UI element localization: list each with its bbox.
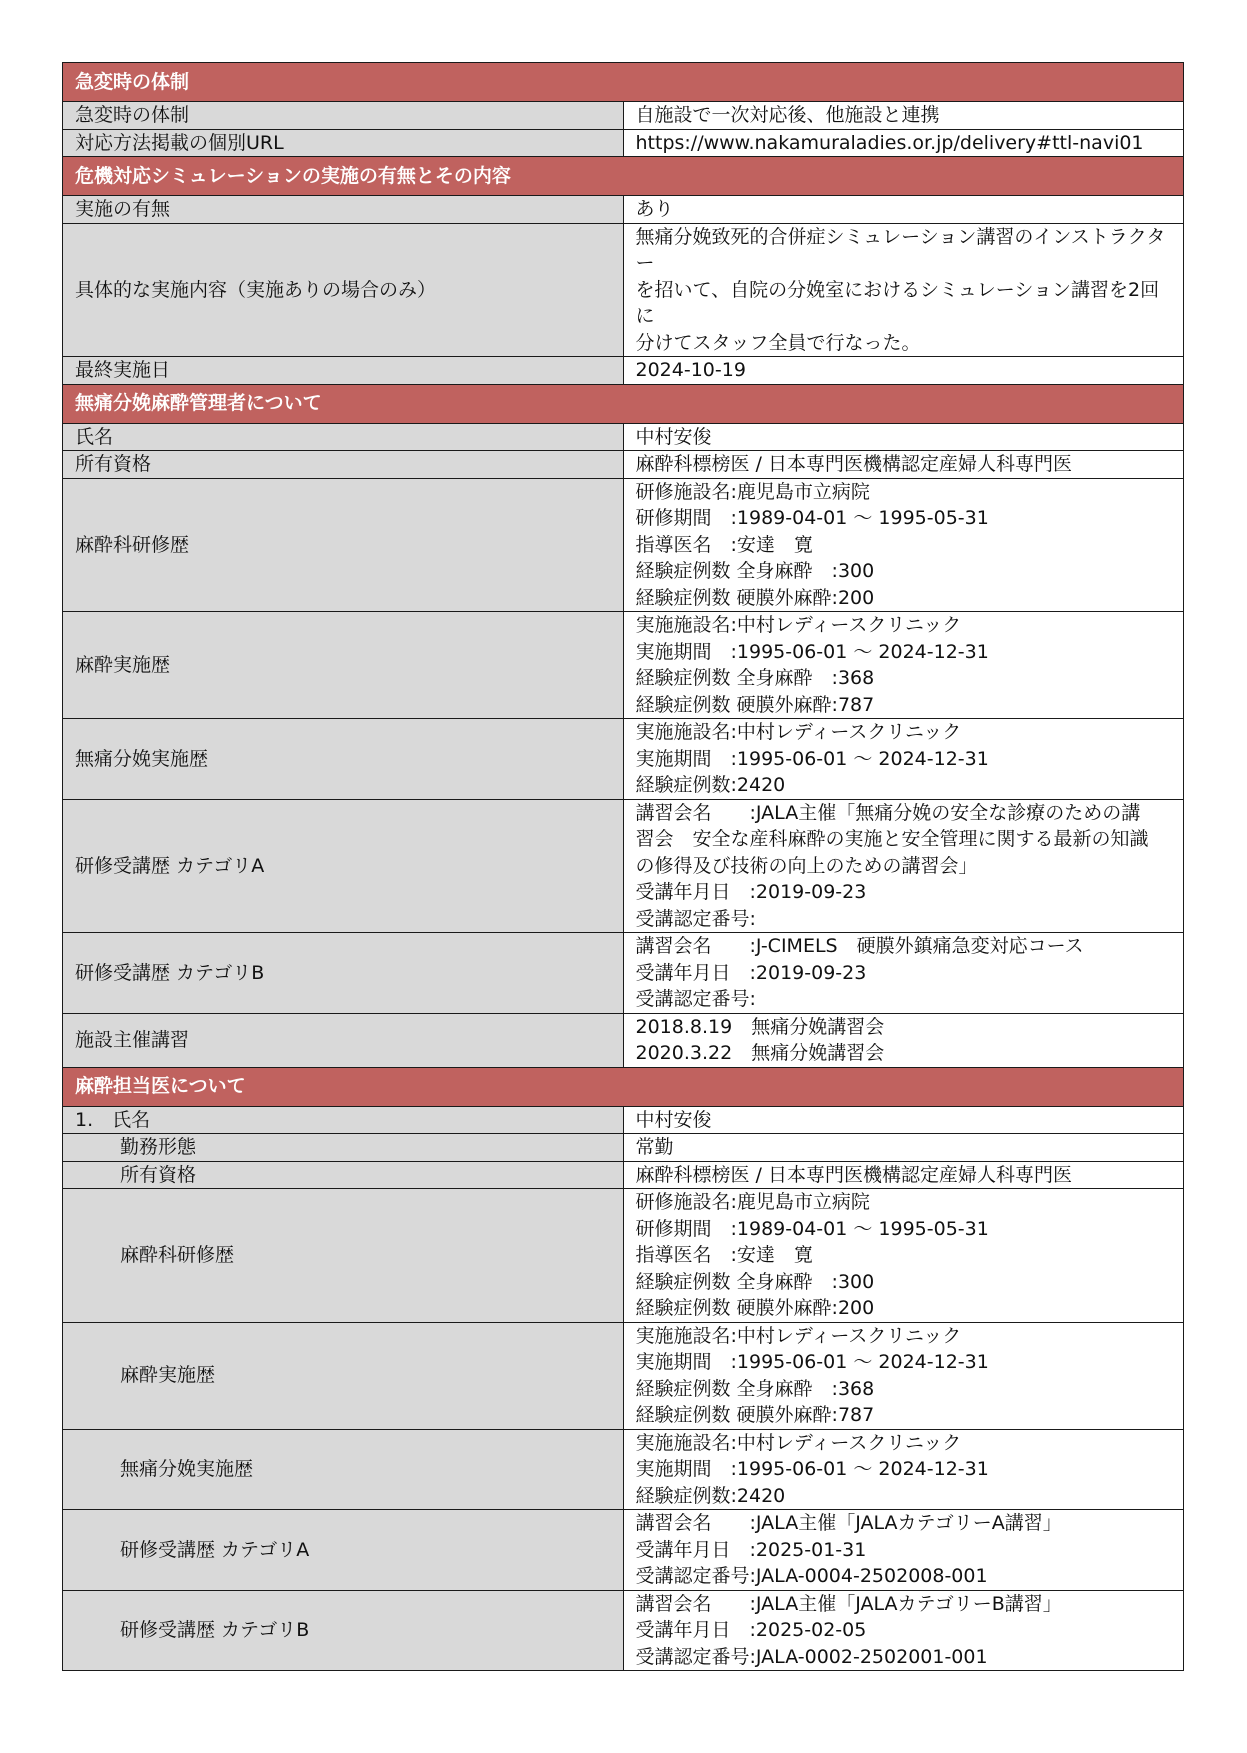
- row-value: 講習会名 :JALA主催「JALAカテゴリーB講習」 受講年月日 :2025-02-05 受講認定番号:JALA-0002-2502001-001: [623, 1590, 1184, 1671]
- row-label: 最終実施日: [63, 357, 624, 385]
- row-value: 実施施設名:中村レディースクリニック 実施期間 :1995-06-01 ～ 2024-12-31 経験症例数 全身麻酔 :368 経験症例数 硬膜外麻酔:787: [623, 1322, 1184, 1429]
- table-row: [63, 451, 1184, 479]
- row-value: 常勤: [623, 1134, 1184, 1162]
- row-label: 施設主催講習: [63, 1013, 624, 1067]
- row-label-cell: [63, 1590, 624, 1671]
- row-value: 実施施設名:中村レディースクリニック 実施期間 :1995-06-01 ～ 2024-12-31 経験症例数:2420: [623, 1429, 1184, 1510]
- row-label: 勤務形態: [120, 1136, 197, 1158]
- section-header-row: [63, 157, 1184, 196]
- row-label: 対応方法掲載の個別URL: [63, 129, 624, 157]
- row-value: 2018.8.19 無痛分娩講習会 2020.3.22 無痛分娩講習会: [623, 1013, 1184, 1067]
- row-value: 実施施設名:中村レディースクリニック 実施期間 :1995-06-01 ～ 2024-12-31 経験症例数:2420: [623, 719, 1184, 800]
- row-label: 無痛分娩実施歴: [63, 719, 624, 800]
- section-title-simulation: 危機対応シミュレーションの実施の有無とその内容: [63, 157, 1184, 196]
- row-value: 2024-10-19: [623, 357, 1184, 385]
- row-label: 無痛分娩実施歴: [120, 1458, 254, 1480]
- row-value: 中村安俊: [623, 1106, 1184, 1134]
- table-row: [63, 1322, 1184, 1429]
- table-row: [63, 478, 1184, 612]
- row-value: 講習会名 :J-CIMELS 硬膜外鎮痛急変対応コース 受講年月日 :2019-09-23 受講認定番号:: [623, 933, 1184, 1014]
- table-row: [63, 102, 1184, 130]
- row-label: 実施の有無: [63, 196, 624, 224]
- facility-info-table: [62, 62, 1184, 1671]
- url-value: https://www.nakamuraladies.or.jp/delivery#ttl-navi01: [623, 129, 1184, 157]
- section-title-emergency: 急変時の体制: [63, 63, 1184, 102]
- table-row: [63, 799, 1184, 933]
- row-label-cell: [63, 1429, 624, 1510]
- row-label-cell: [63, 1322, 624, 1429]
- row-label: 急変時の体制: [63, 102, 624, 130]
- table-row: [63, 1189, 1184, 1323]
- row-label-cell: [63, 1134, 624, 1162]
- table-row: [63, 719, 1184, 800]
- section-header-row: [63, 63, 1184, 102]
- row-value: 実施施設名:中村レディースクリニック 実施期間 :1995-06-01 ～ 2024-12-31 経験症例数 全身麻酔 :368 経験症例数 硬膜外麻酔:787: [623, 612, 1184, 719]
- row-value: 研修施設名:鹿児島市立病院 研修期間 :1989-04-01 ～ 1995-05-31 指導医名 :安達 寛 経験症例数 全身麻酔 :300 経験症例数 硬膜外麻酔:200: [623, 478, 1184, 612]
- row-value: あり: [623, 196, 1184, 224]
- row-label: 研修受講歴 カテゴリA: [120, 1538, 310, 1561]
- section-header-row: [63, 384, 1184, 423]
- table-row: [63, 223, 1184, 357]
- row-value: 麻酔科標榜医 / 日本専門医機構認定産婦人科専門医: [623, 451, 1184, 479]
- row-label: 1. 氏名: [63, 1106, 624, 1134]
- row-label: 麻酔科研修歴: [63, 478, 624, 612]
- row-value: 講習会名 :JALA主催「JALAカテゴリーA講習」 受講年月日 :2025-01-31 受講認定番号:JALA-0004-2502008-001: [623, 1510, 1184, 1591]
- table-row: [63, 1013, 1184, 1067]
- row-value: 中村安俊: [623, 423, 1184, 451]
- table-row: [63, 1510, 1184, 1591]
- row-label: 麻酔実施歴: [120, 1364, 216, 1387]
- table-row: [63, 357, 1184, 385]
- table-row: [63, 1134, 1184, 1162]
- table-row: [63, 423, 1184, 451]
- row-label-cell: [63, 1189, 624, 1323]
- row-value: 研修施設名:鹿児島市立病院 研修期間 :1989-04-01 ～ 1995-05-31 指導医名 :安達 寛 経験症例数 全身麻酔 :300 経験症例数 硬膜外麻酔:200: [623, 1189, 1184, 1323]
- row-label: 麻酔実施歴: [63, 612, 624, 719]
- row-label: 所有資格: [120, 1163, 197, 1186]
- table-row: [63, 1429, 1184, 1510]
- row-label: 研修受講歴 カテゴリB: [120, 1619, 310, 1641]
- table-row: [63, 1590, 1184, 1671]
- row-label: 麻酔科研修歴: [120, 1244, 235, 1266]
- table-row: [63, 1106, 1184, 1134]
- row-value: 講習会名 :JALA主催「無痛分娩の安全な診療のための講 習会 安全な産科麻酔の実施と安全管理に関する最新の知識 の修得及び技術の向上のための講習会」 受講年月日 :2019-09-23 受講認定番号:: [623, 799, 1184, 933]
- table-row: [63, 196, 1184, 224]
- row-label: 所有資格: [63, 451, 624, 479]
- section-title-manager: 無痛分娩麻酔管理者について: [63, 384, 1184, 423]
- section-header-row: [63, 1067, 1184, 1106]
- row-value: 無痛分娩致死的合併症シミュレーション講習のインストラクター を招いて、自院の分娩室におけるシミュレーション講習を2回に 分けてスタッフ全員で行なった。: [623, 223, 1184, 357]
- section-title-anesthesiologist: 麻酔担当医について: [63, 1067, 1184, 1106]
- row-value: 麻酔科標榜医 / 日本専門医機構認定産婦人科専門医: [623, 1161, 1184, 1189]
- row-value: 自施設で一次対応後、他施設と連携: [623, 102, 1184, 130]
- table-row: [63, 129, 1184, 157]
- table-row: [63, 612, 1184, 719]
- row-label-cell: [63, 1510, 624, 1591]
- row-label: 研修受講歴 カテゴリA: [63, 799, 624, 933]
- table-row: [63, 933, 1184, 1014]
- row-label-cell: [63, 1161, 624, 1189]
- row-label: 研修受講歴 カテゴリB: [63, 933, 624, 1014]
- table-row: [63, 1161, 1184, 1189]
- row-label: 具体的な実施内容（実施ありの場合のみ）: [63, 223, 624, 357]
- row-label: 氏名: [63, 423, 624, 451]
